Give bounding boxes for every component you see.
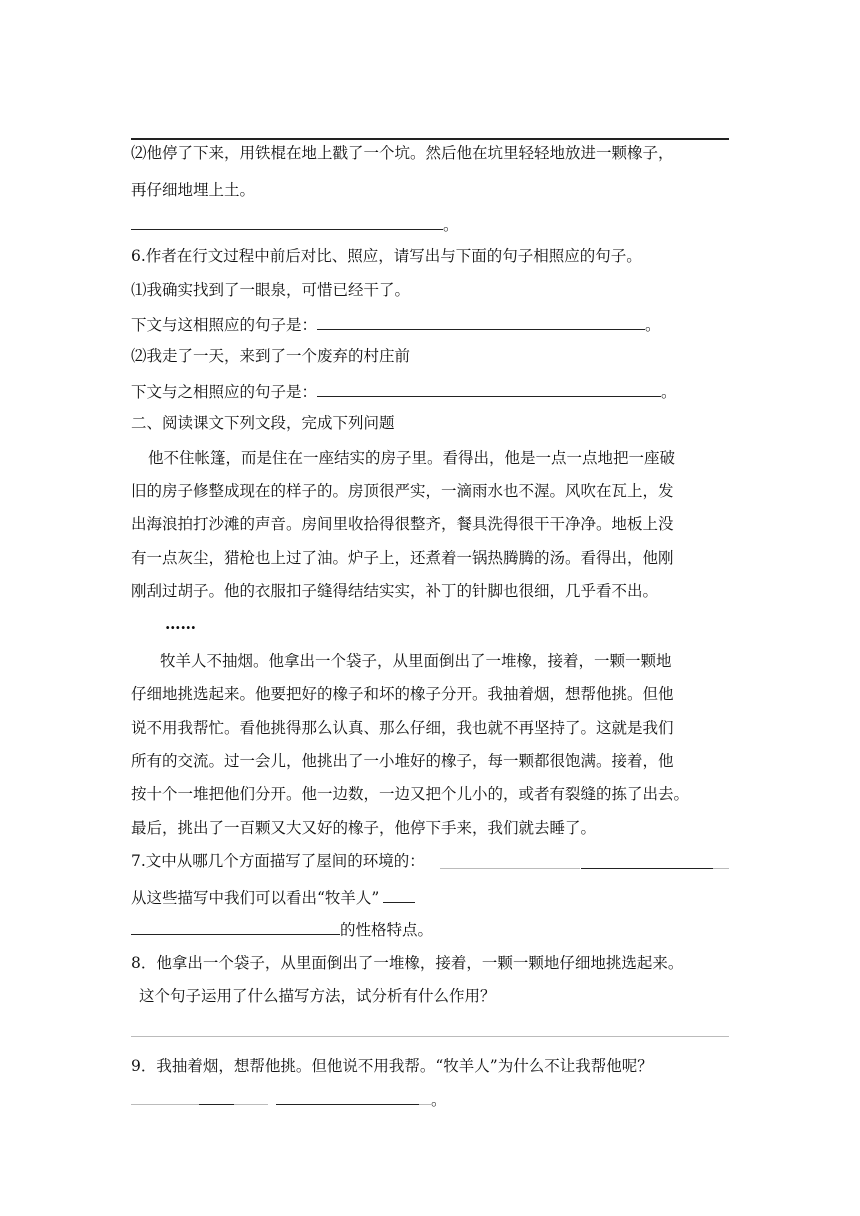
passage2-line: 最后，挑出了一百颗又大又好的橡子，他停下手来，我们就去睡了。 [131,819,597,837]
q5-sentence-2-line2: 再仔细地埋上土。 [131,181,256,199]
passage2-line: 仔细地挑选起来。他要把好的橡子和坏的橡子分开。我抽着烟，想帮他挑。但他 [131,685,674,703]
q6-sentence-2: ⑵我走了一天，来到了一个废弃的村庄前 [131,347,411,365]
top-rule [131,138,729,140]
ellipsis: …… [165,614,196,633]
q6-answer-2: 下文与之相照应的句子是： 。 [131,380,677,402]
section-2-title: 二、阅读课文下列文段，完成下列问题 [131,414,395,432]
q9-answer-blank-a[interactable] [131,1104,199,1105]
passage1-line: 有一点灰尘，猎枪也上过了油。炉子上，还煮着一锅热腾腾的汤。看得出，他刚 [131,549,674,567]
answer-blank[interactable] [131,213,443,230]
q9-answer-blank-b[interactable] [199,1104,234,1105]
answer-blank[interactable] [317,313,645,330]
q7-answer-blank-c[interactable] [713,868,729,869]
passage2-line: 所有的交流。过一会儿，他挑出了一小堆好的橡子，每一颗都很饱满。接着，他 [131,752,674,770]
passage2-line: 按十个一堆把他们分开。他一边数，一边又把个儿小的，或者有裂缝的拣了出去。 [131,785,690,803]
q9-answer-blank-d[interactable] [276,1104,419,1105]
q7-answer-blank-b[interactable] [581,868,713,869]
q7-line-2: 从这些描写中我们可以看出“牧羊人” [131,886,415,908]
passage1-line: 他不住帐篷，而是住在一座结实的房子里。看得出，他是一点一点地把一座破 [148,449,676,467]
q9-end: 。 [431,1091,447,1109]
passage1-line: 旧的房子修整成现在的样子的。房顶很严实，一滴雨水也不渥。风吹在瓦上，发 [131,482,674,500]
answer-blank[interactable] [131,918,340,935]
q9-answer-blank-e[interactable] [419,1104,431,1105]
q6-answer-1: 下文与这相照应的句子是： 。 [131,313,661,335]
q7-answer-line: 的性格特点。 [131,918,433,940]
answer-blank[interactable] [317,380,661,397]
answer-blank[interactable] [383,886,415,903]
passage1-line: 刚刮过胡子。他的衣服扣子缝得结结实实，补丁的针脚也很细，几乎看不出。 [131,582,659,600]
passage2-line: 说不用我帮忙。看他挑得那么认真、那么仔细，我也就不再坚持了。这就是我们 [131,719,674,737]
q6-sentence-1: ⑴我确实找到了一眼泉，可惜已经干了。 [131,281,411,299]
q7-answer-blank-a[interactable] [440,868,580,869]
q8-line-2: 这个句子运用了什么描写方法，试分析有什么作用？ [139,987,496,1005]
q5-sentence-2-line1: ⑵他停了下来，用铁棍在地上戳了一个坑。然后他在坑里轻轻地放进一颗橡子， [131,144,674,162]
passage2-line: 牧羊人不抽烟。他拿出一个袋子，从里面倒出了一堆橡，接着，一颗一颗地 [160,652,672,670]
q9-answer-blank-c[interactable] [234,1104,268,1105]
q5-answer-line: 。 [131,213,459,235]
q7-title: 7.文中从哪几个方面描写了屋间的环境的： [131,852,425,870]
q8-answer-line[interactable] [131,1036,729,1037]
passage1-line: 出海浪拍打沙滩的声音。房间里收拾得很整齐，餐具洗得很干干净净。地板上没 [131,515,674,533]
q8-line-1: 8．他拿出一个袋子，从里面倒出了一堆橡，接着，一颗一颗地仔细地挑选起来。 [131,954,684,972]
q6-title: 6.作者在行文过程中前后对比、照应，请写出与下面的句子相照应的句子。 [131,247,642,265]
q9-line-1: 9．我抽着烟，想帮他挑。但他说不用我帮。“牧羊人”为什么不让我帮他呢？ [131,1057,653,1075]
